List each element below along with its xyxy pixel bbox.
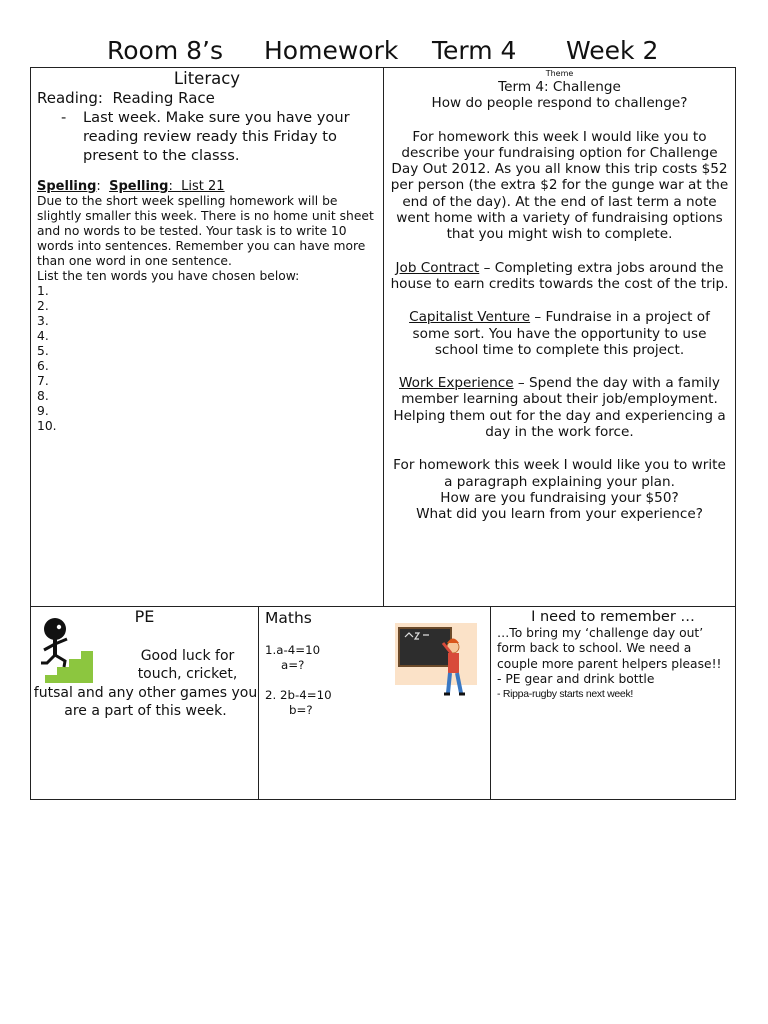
maths-heading: Maths	[265, 609, 312, 627]
theme-label: Theme	[545, 69, 574, 78]
list-item: 8.	[37, 389, 49, 403]
teacher-blackboard-icon	[395, 623, 477, 697]
pe-text-1: Good luck for touch, cricket,	[137, 648, 238, 683]
title-term: Term 4	[432, 36, 517, 65]
remember-line-3: - Rippa-rugby starts next week!	[497, 688, 634, 701]
title-week: Week 2	[566, 36, 659, 65]
remember-line-2: - PE gear and drink bottle	[497, 671, 655, 686]
maths-section	[258, 606, 491, 800]
option-job-contract-text: – Completing extra jobs around the house to earn credits towards the cost of the trip.	[390, 259, 729, 292]
list-item: 7.	[37, 374, 49, 388]
spelling-text: Due to the short week spelling homework will be slightly smaller this week. There is no home unit sheet and no words to be tested. Your task is to write 10 words into sentences. Remember you can have more than one word in one sentence.	[37, 194, 374, 268]
list-item: 1.	[37, 284, 49, 298]
list-item: 2.	[37, 299, 49, 313]
theme-closing	[390, 457, 729, 522]
list-item: 3.	[37, 314, 49, 328]
literacy-heading: Literacy	[173, 69, 241, 88]
list-item: 10.	[37, 419, 57, 433]
theme-closing-1: For homework this week I would like you to write a paragraph explaining your plan.	[393, 457, 726, 490]
title-room: Room 8’s	[107, 36, 224, 65]
pe-text-2: futsal and any other games you are a part of this week.	[33, 684, 258, 719]
option-capitalist-venture-text: – Fundraise in a project of some sort. You have the opportunity to use school time to complete this project.	[412, 309, 710, 358]
reading-title: Reading Race	[112, 89, 215, 107]
literacy-section	[30, 67, 384, 607]
maths-question-1: 1.a-4=10	[265, 643, 321, 657]
pe-text	[31, 647, 259, 720]
option-job-contract-title: Job Contract	[395, 259, 480, 276]
reading-item	[37, 108, 377, 165]
maths-answer-2: b=?	[289, 703, 313, 717]
word-number-list	[37, 284, 377, 434]
pe-section	[30, 606, 259, 800]
maths-answer-1: a=?	[281, 658, 305, 672]
remember-section	[490, 606, 736, 800]
page-title	[0, 34, 768, 68]
remember-line-1: …To bring my ‘challenge day out’ form back to school. We need a couple more parent helpers please!!	[497, 626, 722, 671]
reading-item-dash: -	[61, 109, 67, 126]
option-capitalist-venture	[390, 309, 729, 358]
theme-closing-2: How are you fundraising your $50?	[440, 489, 679, 506]
spelling-label: Spelling	[37, 179, 97, 194]
spelling-sub: Spelling	[109, 179, 169, 194]
theme-closing-3: What did you learn from your experience?	[416, 506, 703, 523]
option-work-experience	[390, 375, 729, 440]
pe-heading: PE	[134, 607, 155, 626]
reading-line: Reading: Reading Race	[37, 89, 215, 107]
reading-label: Reading	[37, 89, 98, 107]
theme-question: How do people respond to challenge?	[431, 95, 688, 112]
reading-item-text: Last week. Make sure you have your reading review ready this Friday to present to the classs.	[83, 109, 350, 164]
list-item: 5.	[37, 344, 49, 358]
list-item: 4.	[37, 329, 49, 343]
list-item: 9.	[37, 404, 49, 418]
option-capitalist-venture-title: Capitalist Venture	[409, 309, 531, 326]
theme-intro: For homework this week I would like you to describe your fundraising option for Challenge Day Out 2012. As you all know this trip costs $52 per person (the extra $2 for the gunge war at the end of the day). At the end of last term a note went home with a variety of fundraising options that you might wish to complete.	[390, 128, 729, 243]
title-homework: Homework	[264, 36, 399, 65]
spelling-line: Spelling: Spelling: List 21	[37, 179, 225, 194]
theme-title: Term 4: Challenge	[498, 79, 621, 95]
option-work-experience-text: – Spend the day with a family member learning about their job/employment. Helping them out for the day and experiencing a day in the work force.	[393, 375, 726, 441]
list-prompt: List the ten words you have chosen below:	[37, 269, 300, 283]
option-job-contract	[390, 260, 729, 293]
option-work-experience-title: Work Experience	[399, 375, 514, 392]
maths-question-2: 2. 2b-4=10	[265, 688, 332, 702]
remember-heading: I need to remember …	[531, 609, 695, 625]
theme-section	[383, 67, 736, 607]
list-item: 6.	[37, 359, 49, 373]
spelling-list: List 21	[181, 179, 225, 194]
